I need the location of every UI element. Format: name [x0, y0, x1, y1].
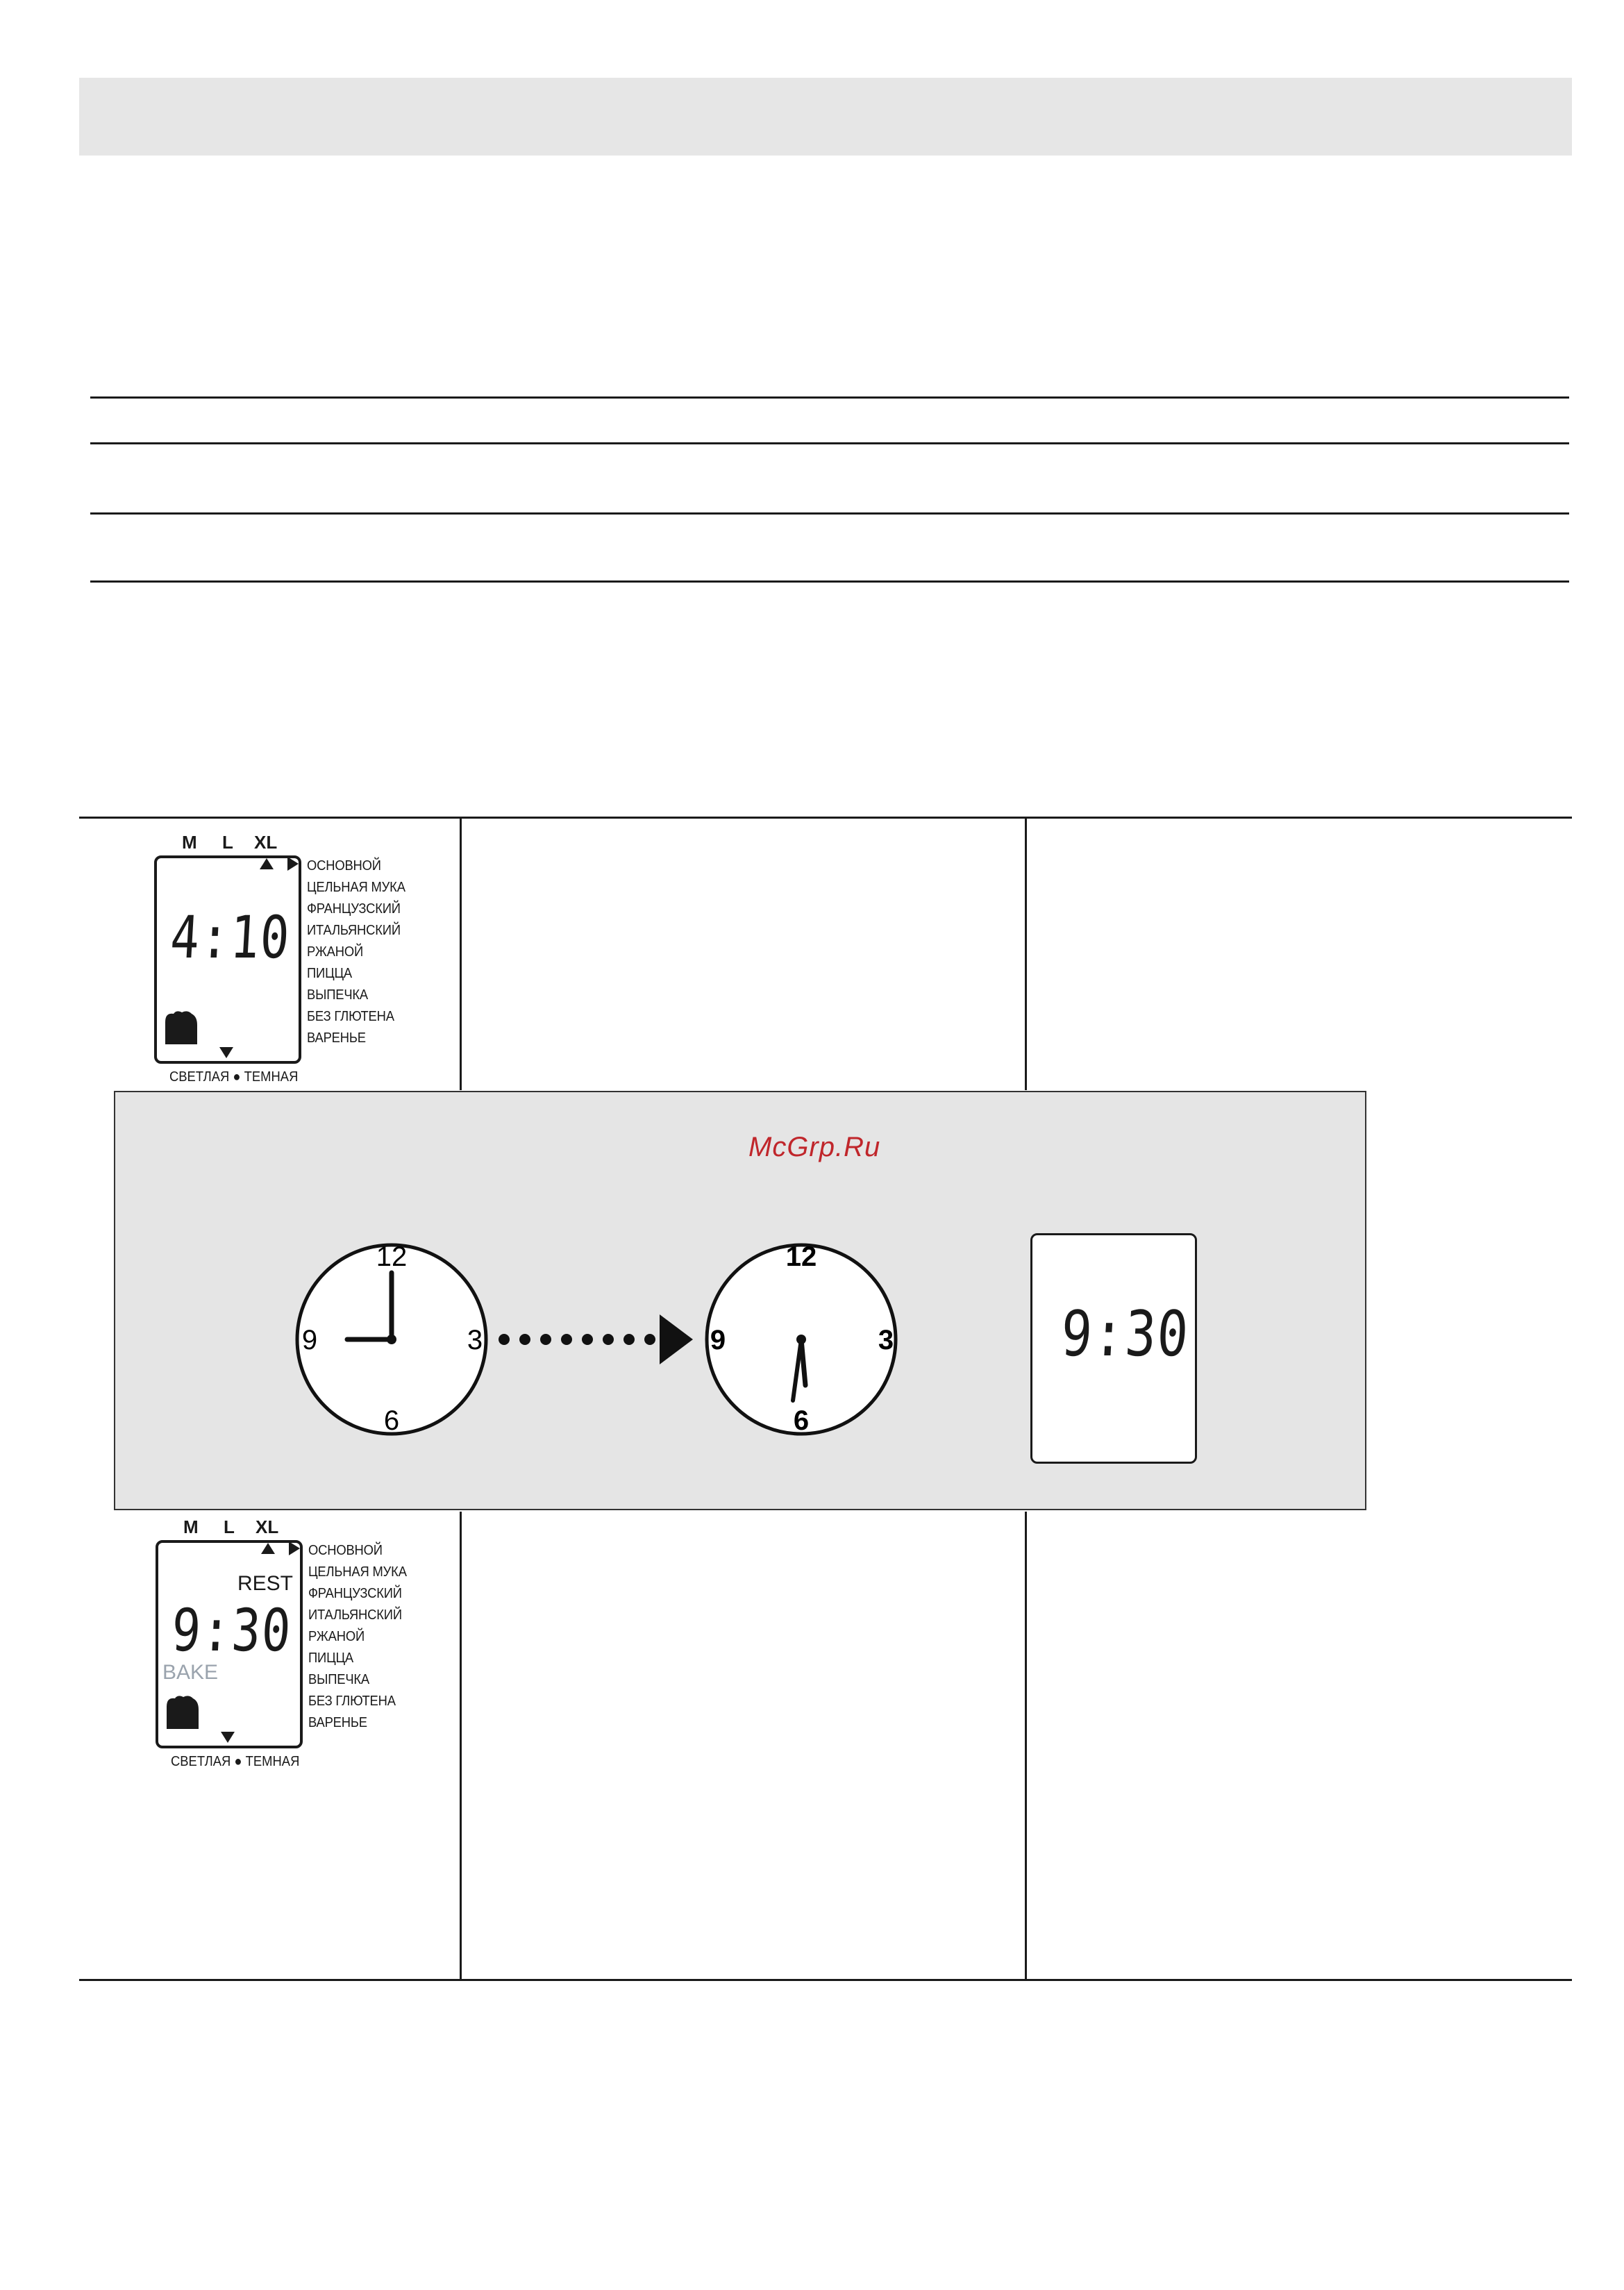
column-divider: [1025, 818, 1027, 1090]
clock-end: [707, 1242, 896, 1436]
program-item: ВЫПЕЧКА: [308, 1672, 370, 1687]
table-rule: [90, 512, 1569, 515]
program-list: [307, 855, 414, 1049]
column-divider: [1025, 1512, 1027, 1979]
size-m-label: M: [182, 832, 197, 853]
crust-light-label: СВЕТЛАЯ: [171, 1754, 231, 1769]
clock-end-9: 9: [710, 1325, 726, 1355]
size-l-label: L: [222, 832, 233, 853]
size-arrow-icon: [260, 858, 274, 869]
clock-end-3: 3: [878, 1325, 894, 1355]
clock-start-3: 3: [467, 1325, 483, 1355]
size-xl-label: XL: [256, 1516, 279, 1537]
clock-end-12: 12: [785, 1242, 817, 1272]
digital-display: [1030, 1233, 1197, 1464]
bake-indicator: BAKE: [162, 1661, 219, 1684]
program-item: ВЫПЕЧКА: [307, 987, 369, 1003]
display-time: 9:30: [1059, 1298, 1191, 1371]
program-list: [308, 1540, 415, 1734]
program-item: ВАРЕНЬЕ: [307, 1030, 366, 1046]
bullet-icon: ●: [233, 1069, 241, 1085]
program-item: РЖАНОЙ: [308, 1629, 365, 1644]
crust-light-label: СВЕТЛАЯ: [169, 1069, 230, 1085]
program-arrow-icon: [289, 1541, 300, 1555]
lcd-time: 4:10: [168, 903, 292, 971]
rest-indicator: REST: [237, 1572, 294, 1595]
clock-end-6: 6: [793, 1405, 810, 1436]
program-item: ЦЕЛЬНАЯ МУКА: [307, 880, 405, 895]
control-panel-bottom: [154, 1516, 474, 1794]
size-xl-label: XL: [254, 832, 278, 853]
program-item: ПИЦЦА: [307, 966, 353, 981]
table-rule: [90, 396, 1569, 399]
watermark: McGrp.Ru: [748, 1132, 881, 1162]
crust-scale-label: [169, 1069, 298, 1085]
crust-arrow-icon: [221, 1732, 235, 1743]
table-rule: [79, 1979, 1572, 1981]
loaf-icon: [165, 1694, 200, 1730]
clock-start: [297, 1242, 486, 1436]
crust-dark-label: ТЕМНАЯ: [245, 1754, 300, 1769]
table-rule: [90, 442, 1569, 444]
clock-start-6: 6: [383, 1405, 400, 1436]
program-item: ЦЕЛЬНАЯ МУКА: [308, 1564, 407, 1580]
size-l-label: L: [224, 1516, 235, 1537]
arrow-head-icon: [660, 1314, 693, 1364]
control-panel-top: [153, 832, 472, 1110]
loaf-icon: [164, 1010, 199, 1046]
crust-dark-label: ТЕМНАЯ: [244, 1069, 299, 1085]
program-item: ФРАНЦУЗСКИЙ: [307, 901, 401, 917]
program-item: БЕЗ ГЛЮТЕНА: [307, 1009, 394, 1024]
program-item: ВАРЕНЬЕ: [308, 1715, 367, 1730]
header-band: [79, 78, 1572, 156]
table-rule: [90, 580, 1569, 583]
program-item: БЕЗ ГЛЮТЕНА: [308, 1694, 396, 1709]
table-rule: [79, 817, 1572, 819]
program-item: ИТАЛЬЯНСКИЙ: [307, 923, 401, 938]
crust-scale-label: [171, 1754, 299, 1770]
program-item: РЖАНОЙ: [307, 944, 364, 960]
program-item: ОСНОВНОЙ: [307, 858, 381, 874]
size-m-label: M: [183, 1516, 199, 1537]
crust-arrow-icon: [219, 1047, 233, 1058]
clock-start-9: 9: [301, 1325, 318, 1355]
lcd-screen: [154, 855, 301, 1064]
program-item: ОСНОВНОЙ: [308, 1543, 383, 1558]
lcd-screen: [156, 1540, 303, 1748]
program-item: ФРАНЦУЗСКИЙ: [308, 1586, 402, 1601]
dotted-arrow: [499, 1314, 693, 1364]
clock-start-12: 12: [376, 1242, 408, 1272]
program-arrow-icon: [287, 857, 299, 871]
lcd-time: 9:30: [169, 1596, 294, 1664]
program-item: ПИЦЦА: [308, 1650, 354, 1666]
bullet-icon: ●: [234, 1754, 242, 1769]
size-arrow-icon: [261, 1543, 275, 1554]
program-item: ИТАЛЬЯНСКИЙ: [308, 1607, 402, 1623]
